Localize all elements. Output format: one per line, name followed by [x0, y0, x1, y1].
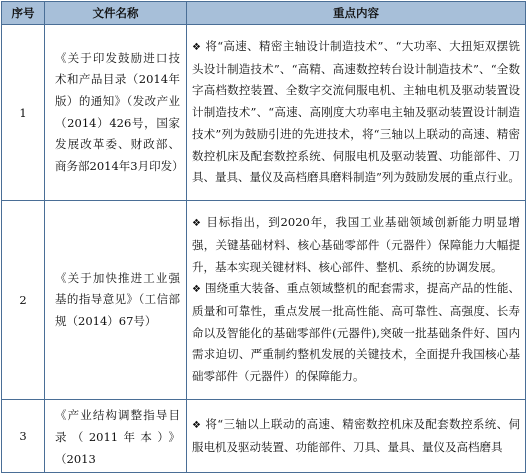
- row-key-content: [187, 400, 526, 473]
- content-paragraph: [192, 36, 520, 189]
- content-text: 围绕重大装备、重点领域整机的配套需求，提高产品的性能、质量和可靠性，重点发展一批高性能、高可靠性、高强度、长寿命以及智能化的基础零部件(元器件),突破一批基础条件好、国内需求迫切、严重制约整机发展的关键技术，全面提升我国核心基础零部件（元器件）的保障能力。: [192, 281, 521, 384]
- bullet-diamond-icon: ❖: [192, 218, 202, 230]
- content-paragraph: [192, 278, 520, 388]
- table-row: [2, 25, 526, 201]
- row-file-name: 《关于印发鼓励进口技术和产品目录（2014年版）的通知》（发改产业（2014）426号，国家发展改革委、财政部、商务部2014年3月印发）: [45, 25, 187, 201]
- bullet-diamond-icon: ❖: [192, 284, 202, 296]
- content-paragraph: [192, 212, 520, 278]
- header-key-content: 重点内容: [187, 2, 526, 25]
- bullet-diamond-icon: ❖: [192, 419, 202, 431]
- row-file-name: 《产业结构调整指导目录（2011年本）》（2013: [45, 400, 187, 473]
- table-row: [2, 201, 526, 400]
- content-text: 目标指出，到2020年，我国工业基础领域创新能力明显增强，关键基础材料、核心基础零部件（元器件）保障能力大幅提升，基本实现关键材料、核心部件、整机、系统的协调发展。: [192, 215, 521, 274]
- row-key-content: [187, 25, 526, 201]
- header-seq: 序号: [2, 2, 45, 25]
- content-paragraph: [192, 414, 520, 458]
- row-seq: 3: [2, 400, 45, 473]
- policy-table: [1, 1, 526, 473]
- table-header-row: [2, 2, 526, 25]
- content-text: 将“三轴以上联动的高速、精密数控机床及配套数控系统、伺服电机及驱动装置、功能部件、刀具、量具、量仪及高档磨具: [192, 416, 520, 454]
- content-text: 将“高速、精密主轴设计制造技术”、“大功率、大扭矩双摆铣头设计制造技术”、“高精、高速数控转台设计制造技术”、“全数字高档数控装置、全数字交流伺服电机、主轴电机及驱动装置设计制造技术”、“高速、高刚度大功率电主轴及驱动装置设计制造技术”列为鼓励引进的先进技术，将“三轴以上联动的高速、精密数控机床及配套数控系统、伺服电机及驱动装置、功能部件、刀具、量具、量仪及高档磨具磨料制造”列为鼓励发展的重点行业。: [192, 39, 521, 185]
- row-seq: 2: [2, 201, 45, 400]
- header-file-name: 文件名称: [45, 2, 187, 25]
- row-file-name: 《关于加快推进工业强基的指导意见》（工信部规（2014）67号）: [45, 201, 187, 400]
- row-seq: 1: [2, 25, 45, 201]
- table-row: [2, 400, 526, 473]
- row-key-content: [187, 201, 526, 400]
- bullet-diamond-icon: ❖: [192, 42, 202, 54]
